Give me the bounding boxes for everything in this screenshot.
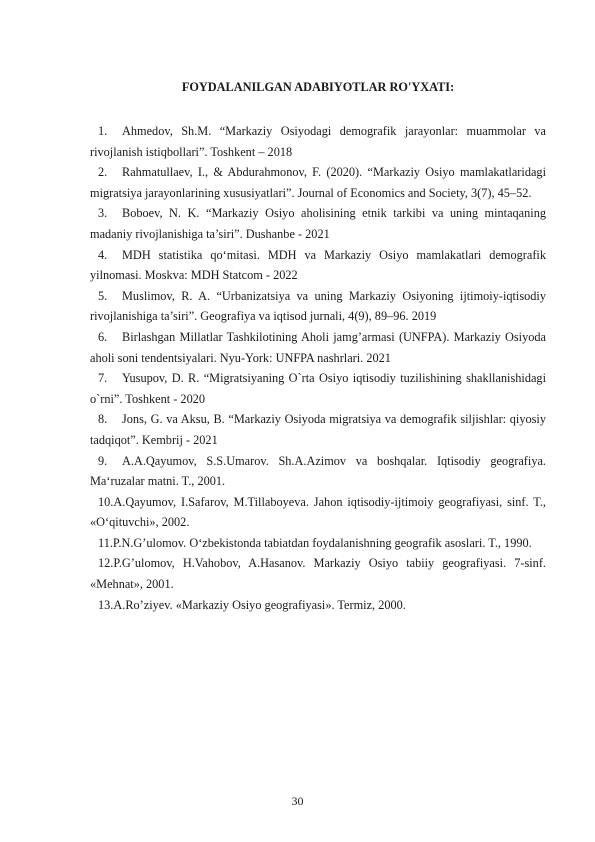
reference-item: [90, 553, 546, 594]
reference-number: 12.: [98, 556, 114, 571]
reference-number: 10.: [98, 494, 114, 509]
reference-text: Muslimov, R. A. “Urbanizatsiya va uning Markaziy Osiyoning ijtimoiy-iqtisodiy rivojlanishiga ta’siri”. Geografiya va iqtisod jurnali, 4(9), 89–96. 2019: [90, 288, 546, 324]
reference-text: Rahmatullaev, I., & Abdurahmonov, F. (2020). “Markaziy Osiyo mamlakatlaridagi migratsiya jarayonlarining xususiyatlari”. Journal of Economics and Society, 3(7), 45–52.: [90, 165, 546, 200]
reference-number: 9.: [98, 453, 108, 468]
reference-number: 6.: [98, 329, 108, 344]
reference-item: [90, 492, 546, 533]
reference-item: [90, 533, 546, 554]
reference-item: [90, 409, 546, 450]
reference-text: P.G’ulomov, H.Vahobov, A.Hasanov. Markaziy Osiyo tabiiy geografiyasi. 7-sinf. «Mehnat», 2001.: [90, 556, 546, 592]
reference-item: [90, 203, 546, 244]
reference-text: Birlashgan Millatlar Tashkilotining Aholi jamg’armasi (UNFPA). Markaziy Osiyoda aholi soni tendentsiyalari. Nyu-York: UNFPA nashrlari. 2021: [90, 329, 546, 365]
reference-item: [90, 286, 546, 327]
reference-number: 3.: [98, 206, 108, 221]
reference-item: [90, 595, 546, 616]
reference-number: 11.: [98, 535, 113, 550]
reference-number: 2.: [98, 165, 108, 180]
reference-item: [90, 121, 546, 162]
reference-text: MDH statistika qo‘mitasi. MDH va Markaziy Osiyo mamlakatlari demografik yilnomasi. Moskva: MDH Statcom - 2022: [90, 247, 546, 283]
reference-number: 1.: [98, 124, 108, 138]
references-title: FOYDALANILGAN ADABIYOTLAR RO'YXATI:: [181, 80, 455, 94]
reference-text: Yusupov, D. R. “Migratsiyaning O`rta Osiyo iqtisodiy tuzilishining shakllanishidagi o`rni”. Toshkent - 2020: [90, 371, 546, 406]
reference-text: A.Qayumov, I.Safarov, M.Tillaboyeva. Jahon iqtisodiy-ijtimoiy geografiyasi, sinf. T., «O‘qituvchi», 2002.: [90, 494, 546, 530]
reference-number: 8.: [98, 412, 108, 427]
references-list: [90, 121, 546, 615]
reference-number: 13.: [98, 597, 114, 612]
reference-item: [90, 327, 546, 368]
reference-number: 5.: [98, 288, 108, 303]
reference-number: 4.: [98, 247, 108, 262]
reference-text: Boboev, N. K. “Markaziy Osiyo aholisining etnik tarkibi va uning mintaqaning madaniy rivojlanishiga ta’siri”. Dushanbe - 2021: [90, 206, 546, 241]
reference-text: Jons, G. va Aksu, B. “Markaziy Osiyoda migratsiya va demografik siljishlar: qiyosiy tadqiqot”. Kembrij - 2021: [90, 412, 546, 447]
reference-item: [90, 451, 546, 492]
reference-item: [90, 368, 546, 409]
page-number: 30: [291, 794, 304, 808]
reference-text: Ahmedov, Sh.M. “Markaziy Osiyodagi demografik jarayonlar: muammolar va rivojlanish istiqbollari”. Toshkent – 2018: [90, 124, 546, 159]
reference-item: [90, 162, 546, 203]
reference-number: 7.: [98, 371, 108, 386]
reference-text: A.A.Qayumov, S.S.Umarov. Sh.A.Azimov va boshqalar. Iqtisodiy geografiya. Ma‘ruzalar matni. T., 2001.: [90, 453, 546, 489]
reference-item: [90, 245, 546, 286]
reference-text: A.Ro’ziyev. «Markaziy Osiyo geografiyasi». Termiz, 2000.: [113, 597, 406, 612]
reference-text: P.N.G’ulomov. O‘zbekistonda tabiatdan foydalanishning geografik asoslari. T., 1990.: [112, 535, 532, 550]
